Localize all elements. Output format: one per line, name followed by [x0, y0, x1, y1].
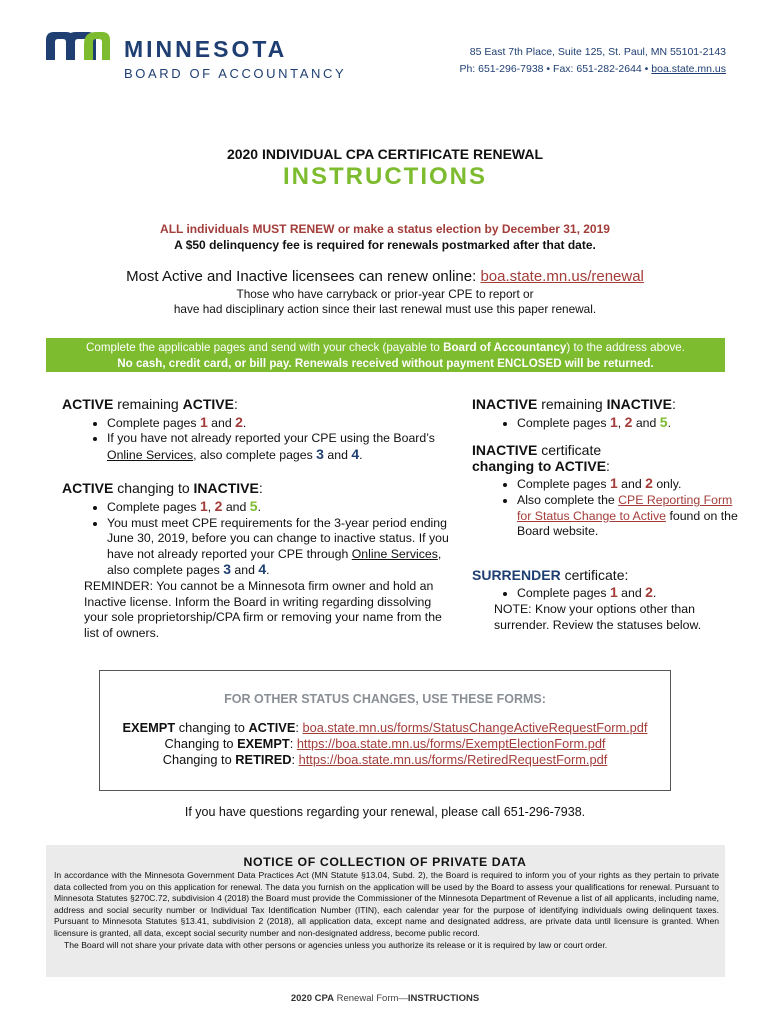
questions-line: If you have questions regarding your renewal, please call 651-296-7938.: [184, 805, 586, 819]
inactive-to-active-list: [472, 476, 742, 539]
list-item: • If you have not already reported your CPE using the Board’s Online Services, also complete pages 3 and 4.: [107, 431, 452, 463]
online-services-link[interactable]: Online Services: [107, 447, 194, 462]
inactive-remaining-list: [472, 415, 742, 432]
exempt-to-active-row: EXEMPT changing to ACTIVE: boa.state.mn.us/forms/StatusChangeActiveRequestForm.pdf: [122, 720, 648, 735]
list-item: • Complete pages 1, 2 and 5.: [517, 415, 742, 432]
fee-warning: A $50 delinquency fee is required for renewals postmarked after that date.: [174, 238, 596, 252]
left-column: [62, 397, 452, 641]
list-item: • Also complete the CPE Reporting Form for Status Change to Active found on the Board website.: [517, 493, 742, 540]
to-retired-row: Changing to RETIRED: https://boa.state.mn.us/forms/RetiredRequestForm.pdf: [162, 752, 608, 767]
footer: 2020 CPA Renewal Form—INSTRUCTIONS: [290, 993, 480, 1004]
org-name: MINNESOTA: [124, 36, 288, 62]
online-services-link[interactable]: Online Services: [351, 546, 438, 561]
list-item: • You must meet CPE requirements for the 3-year period ending June 30, 2019, before you can change to inactive status. If you have not already reported your CPE through Online Services, also complete pages 3 and 4.: [107, 516, 452, 579]
reminder-text: REMINDER: You cannot be a Minnesota firm owner and hold an Inactive license. Inform the Board in writing regarding dissolving your sole proprietorship/CPA firm or removing your name from the list of owners.: [84, 578, 442, 640]
payment-banner: Complete the applicable pages and send with your check (payable to Board of Accountancy) to the address above. No cash, credit card, or bill pay. Renewals received without payment ENCLOSED will be returned.: [46, 338, 725, 372]
website-link[interactable]: boa.state.mn.us: [651, 63, 726, 75]
page-subtitle: INSTRUCTIONS: [283, 163, 487, 190]
active-to-inactive-list: [62, 499, 452, 579]
online-renewal: Most Active and Inactive licensees can renew online: boa.state.mn.us/renewal: [126, 268, 644, 285]
status-forms-box: [99, 670, 671, 791]
right-column: [472, 397, 742, 633]
surrender-list: [472, 585, 742, 602]
inactive-to-active-heading: INACTIVE certificate changing to ACTIVE:: [472, 442, 610, 474]
mn-logo-icon: [44, 30, 112, 62]
list-item: • Complete pages 1 and 2.: [517, 585, 742, 602]
active-remaining-heading: ACTIVE remaining ACTIVE:: [62, 396, 238, 412]
active-remaining-list: [62, 415, 452, 464]
notice-heading: NOTICE OF COLLECTION OF PRIVATE DATA: [243, 855, 527, 869]
inactive-remaining-heading: INACTIVE remaining INACTIVE:: [472, 396, 676, 412]
forms-heading: FOR OTHER STATUS CHANGES, USE THESE FORMS:: [224, 692, 546, 706]
renewal-link[interactable]: boa.state.mn.us/renewal: [480, 268, 644, 285]
address: 85 East 7th Place, Suite 125, St. Paul, MN 55101-2143: [469, 46, 726, 58]
list-item: • Complete pages 1 and 2 only.: [517, 476, 742, 493]
contact-block: [459, 44, 726, 78]
list-item: • Complete pages 1 and 2.: [107, 415, 452, 432]
surrender-note: NOTE: Know your options other than surrender. Review the statuses below.: [494, 601, 702, 632]
online-note: Those who have carryback or prior-year CPE to report or have had disciplinary action since their last renewal must use this paper renewal.: [173, 287, 597, 316]
surrender-heading: SURRENDER certificate:: [472, 566, 629, 583]
active-to-inactive-heading: ACTIVE changing to INACTIVE:: [62, 480, 263, 497]
notice-paragraph: In accordance with the Minnesota Government Data Practices Act (MN Statute §13.04, Subd. 2), the Board is required to inform you of your rights as they pertain to private data collected from you on this application for renewal. The data you furnish on the application will be used by the Board to assess your qualifications for renewal. Pursuant to Minnesota Statutes §270C.72, subdivision 4 (2018) the Board must provide the Commissioner of the Minnesota Department of Revenue a list of all applicants, including name, address and social security number or Individual Tax Identification Number (ITIN), each calendar year for the purpose of identifying individuals owing delinquent taxes. Pursuant to Minnesota Statutes §13.41, subdivision 2 (2018), all application data, except name and designated address, are private data until licensure is granted. When licensure is granted, all data, except social security number and non-designated address, become public record.: [54, 870, 719, 938]
notice-text: [54, 870, 719, 951]
cpe-reporting-form-link[interactable]: CPE Reporting Form for Status Change to Active: [517, 492, 733, 523]
active-request-form-link[interactable]: boa.state.mn.us/forms/StatusChangeActiveRequestForm.pdf: [302, 720, 648, 735]
page-title: 2020 INDIVIDUAL CPA CERTIFICATE RENEWAL: [226, 146, 544, 162]
deadline-warning: ALL individuals MUST RENEW or make a status election by December 31, 2019: [160, 222, 610, 236]
list-item: • Complete pages 1, 2 and 5.: [107, 499, 452, 516]
phone-line: Ph: 651-296-7938 • Fax: 651-282-2644 • boa.state.mn.us: [459, 63, 726, 75]
notice-paragraph: The Board will not share your private data with other persons or agencies unless you authorize its release or it is required by law or court order.: [64, 939, 608, 950]
retired-request-form-link[interactable]: https://boa.state.mn.us/forms/RetiredRequestForm.pdf: [298, 752, 608, 767]
org-subtitle: BOARD OF ACCOUNTANCY: [124, 66, 347, 81]
to-exempt-row: Changing to EXEMPT: https://boa.state.mn.us/forms/ExemptElectionForm.pdf: [164, 736, 606, 751]
exempt-election-form-link[interactable]: https://boa.state.mn.us/forms/ExemptElectionForm.pdf: [296, 736, 606, 751]
